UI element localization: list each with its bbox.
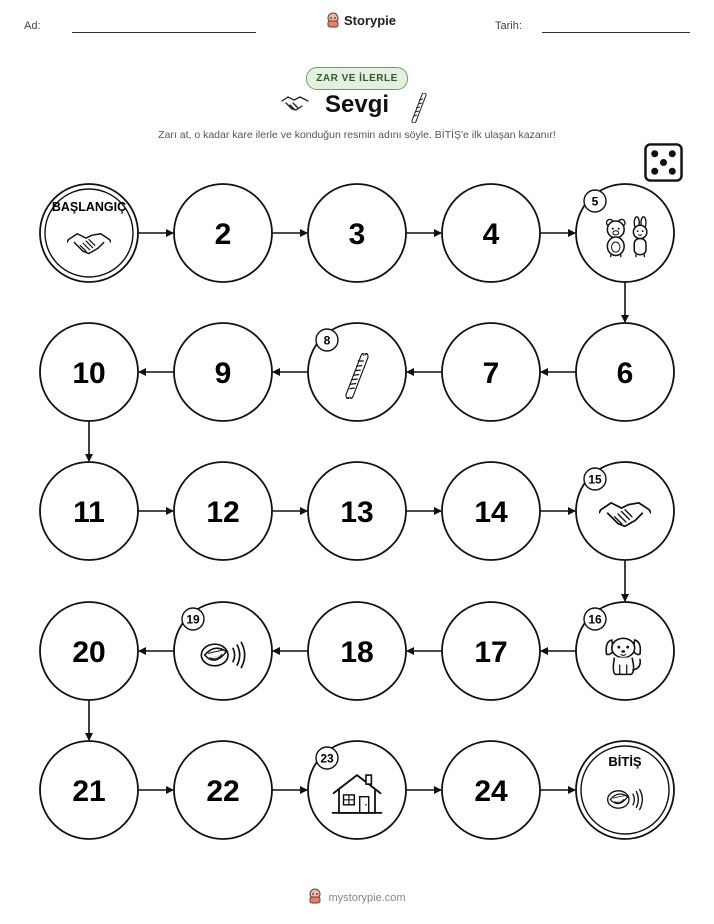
board-cell-18[interactable] [308, 602, 406, 700]
cell-number: 14 [474, 496, 508, 529]
board-cell-14[interactable] [442, 462, 540, 560]
cell-number: 2 [214, 218, 232, 251]
board-cell-7[interactable] [442, 323, 540, 421]
board-cell-5[interactable] [576, 184, 674, 282]
cell-circle [40, 184, 138, 282]
board-cell-22[interactable] [174, 741, 272, 839]
footer-site: mystorypie.com [328, 892, 406, 904]
board-cell-23[interactable] [308, 741, 406, 839]
cell-number: 22 [206, 775, 240, 808]
board-cell-1[interactable] [40, 184, 138, 282]
cell-number: 17 [474, 636, 508, 669]
cell-number: 7 [482, 357, 500, 390]
date-label: Tarih: [495, 20, 522, 32]
cell-number: 11 [73, 496, 105, 529]
cell-number: 3 [348, 218, 366, 251]
board-cells [40, 184, 674, 839]
cell-number: 23 [320, 751, 334, 766]
name-label: Ad: [24, 20, 41, 32]
game-type-badge: ZAR VE İLERLE [306, 67, 408, 90]
cell-number: 12 [206, 496, 240, 529]
cell-number: 21 [72, 775, 106, 808]
cell-number: 24 [474, 775, 508, 808]
board-cell-3[interactable] [308, 184, 406, 282]
board-cell-13[interactable] [308, 462, 406, 560]
board-cell-17[interactable] [442, 602, 540, 700]
cell-number: 10 [72, 357, 106, 390]
instructions: Zarı at, o kadar kare ilerle ve konduğun resmin adını söyle. BİTİŞ'e ilk ulaşan kazanır! [158, 129, 556, 141]
board-cell-19[interactable] [174, 602, 272, 700]
cell-number: 6 [616, 357, 634, 390]
board-cell-8[interactable] [308, 323, 406, 421]
board-cell-24[interactable] [442, 741, 540, 839]
board-cell-21[interactable] [40, 741, 138, 839]
cell-number: 18 [340, 636, 374, 669]
board-cell-2[interactable] [174, 184, 272, 282]
cell-number: 8 [323, 333, 331, 348]
board-cell-9[interactable] [174, 323, 272, 421]
cell-number: 13 [340, 496, 374, 529]
cell-number: 20 [72, 636, 106, 669]
cell-number: 5 [591, 194, 599, 209]
board-cell-15[interactable] [576, 462, 674, 560]
page-title: Sevgi [324, 91, 390, 118]
board-cell-10[interactable] [40, 323, 138, 421]
footer [0, 888, 714, 904]
cell-number: 15 [588, 472, 602, 487]
board-cell-16[interactable] [576, 602, 674, 700]
finish-label: BİTİŞ [608, 754, 642, 769]
board-cell-11[interactable] [40, 462, 138, 560]
board-cell-20[interactable] [40, 602, 138, 700]
board-cell-12[interactable] [174, 462, 272, 560]
board-cell-6[interactable] [576, 323, 674, 421]
cell-number: 4 [482, 218, 500, 251]
board-cell-4[interactable] [442, 184, 540, 282]
board-cell-25[interactable] [576, 741, 674, 839]
cell-number: 19 [186, 612, 200, 627]
cell-number: 9 [214, 357, 232, 390]
cell-number: 16 [588, 612, 602, 627]
brand-name: Storypie [344, 12, 397, 28]
start-label: BAŞLANGIÇ [51, 200, 127, 214]
storypie-mascot-icon [308, 888, 322, 904]
